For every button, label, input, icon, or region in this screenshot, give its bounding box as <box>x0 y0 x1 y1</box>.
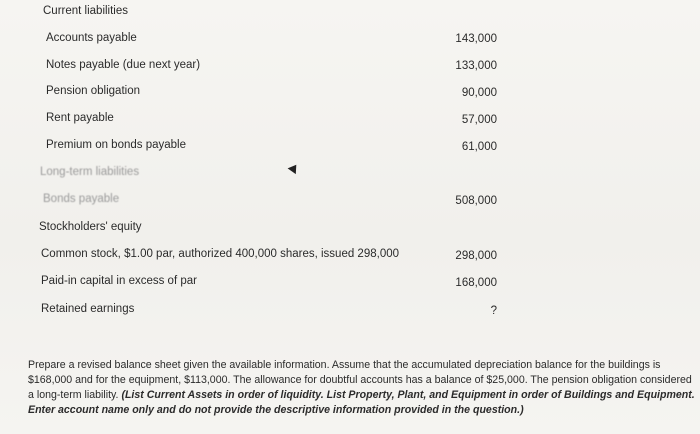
instructions-emphasis: (List Current Assets in order of liquidity. List Property, Plant, and Equipment in order of Buildings and Equipment. Enter account name only and do not provide the descriptive information provided in the question.) <box>28 389 695 416</box>
pension-obligation-amount: 90,000 <box>461 87 497 99</box>
bonds-payable-amount: 508,000 <box>455 195 497 207</box>
bonds-payable-label: Bonds payable <box>43 193 120 205</box>
stockholders-equity-heading: Stockholders' equity <box>39 221 142 233</box>
accounts-payable-label: Accounts payable <box>46 32 137 44</box>
premium-on-bonds-label: Premium on bonds payable <box>46 139 186 151</box>
pension-obligation-label: Pension obligation <box>46 85 140 97</box>
paid-in-capital-label: Paid-in capital in excess of par <box>41 275 197 287</box>
paid-in-capital-amount: 168,000 <box>455 277 497 289</box>
mouse-cursor-icon <box>288 162 301 174</box>
notes-payable-amount: 133,000 <box>455 60 497 72</box>
notes-payable-label: Notes payable (due next year) <box>46 59 201 71</box>
long-term-liabilities-heading: Long-term liabilities <box>40 166 140 178</box>
accounts-payable-amount: 143,000 <box>455 33 497 45</box>
instructions-text: Prepare a revised balance sheet given the available information. Assume that the accumulated depreciation balance for the buildings is $168,000 and for the equipment, $113,000. The allowance for doubtful accounts has a balance of $25,000. The pension obligation considered a long-term liability. <box>28 359 692 401</box>
premium-on-bonds-amount: 61,000 <box>461 141 497 153</box>
common-stock-label: Common stock, $1.00 par, authorized 400,000 shares, issued 298,000 <box>41 248 400 260</box>
rent-payable-label: Rent payable <box>46 112 114 124</box>
current-liabilities-heading: Current liabilities <box>43 5 129 17</box>
retained-earnings-label: Retained earnings <box>41 303 135 315</box>
retained-earnings-amount: ? <box>490 305 497 317</box>
rent-payable-amount: 57,000 <box>461 114 497 126</box>
common-stock-amount: 298,000 <box>455 250 497 262</box>
instructions-paragraph <box>28 358 698 418</box>
